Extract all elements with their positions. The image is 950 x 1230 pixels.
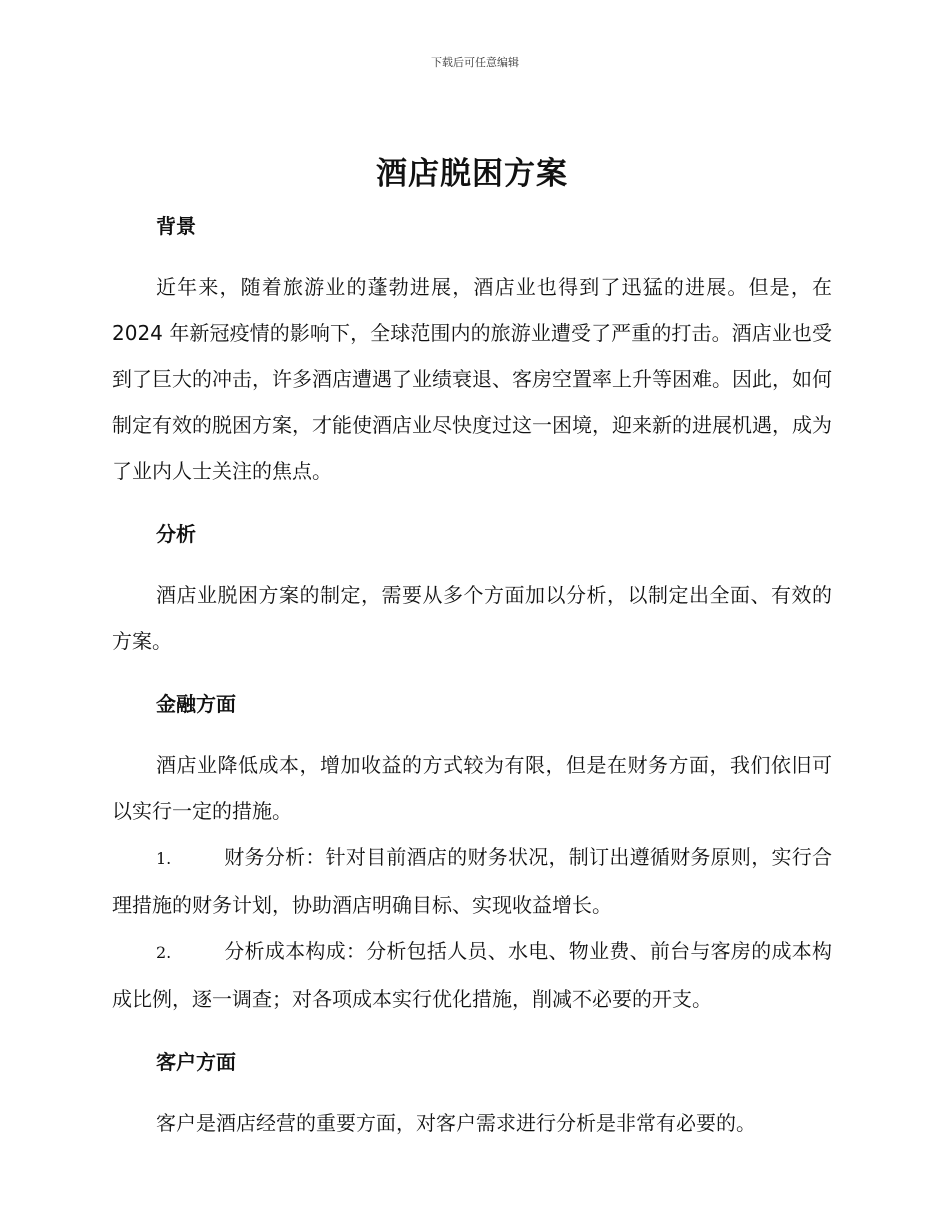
document-title: 酒店脱困方案 <box>376 156 568 192</box>
list-item <box>112 928 832 1022</box>
section-paragraph-analysis: 酒店业脱困方案的制定，需要从多个方面加以分析，以制定出全面、有效的方案。 <box>112 583 832 653</box>
document-body <box>112 148 832 1146</box>
section-heading-finance: 金融方面 <box>156 692 236 716</box>
header-note: 下载后可任意编辑 <box>431 56 519 69</box>
section-heading-background: 背景 <box>156 214 196 238</box>
list-item-text: 分析成本构成：分析包括人员、水电、物业费、前台与客房的成本构成比例，逐一调查；对各项成本实行优化措施，削减不必要的开支。 <box>112 939 832 1011</box>
list-item <box>112 834 832 928</box>
section-heading-customer: 客户方面 <box>156 1050 236 1074</box>
list-item-text: 财务分析：针对目前酒店的财务状况，制订出遵循财务原则，实行合理措施的财务计划，协助酒店明确目标、实现收益增长。 <box>112 845 832 917</box>
list-item-number: 2. <box>156 943 172 962</box>
section-heading-analysis: 分析 <box>156 522 196 546</box>
list-item-number: 1. <box>156 849 172 868</box>
section-paragraph-background: 近年来，随着旅游业的蓬勃进展，酒店业也得到了迅猛的进展。但是，在 2024 年新冠疫情的影响下，全球范围内的旅游业遭受了严重的打击。酒店业也受到了巨大的冲击，许多酒店遭遇了业绩衰退、客房空置率上升等困难。因此，如何制定有效的脱困方案，才能使酒店业尽快度过这一困境，迎来新的进展机遇，成为了业内人士关注的焦点。 <box>112 275 832 483</box>
section-paragraph-finance: 酒店业降低成本，增加收益的方式较为有限，但是在财务方面，我们依旧可以实行一定的措施。 <box>112 753 832 823</box>
section-paragraph-customer: 客户是酒店经营的重要方面，对客户需求进行分析是非常有必要的。 <box>156 1111 756 1135</box>
